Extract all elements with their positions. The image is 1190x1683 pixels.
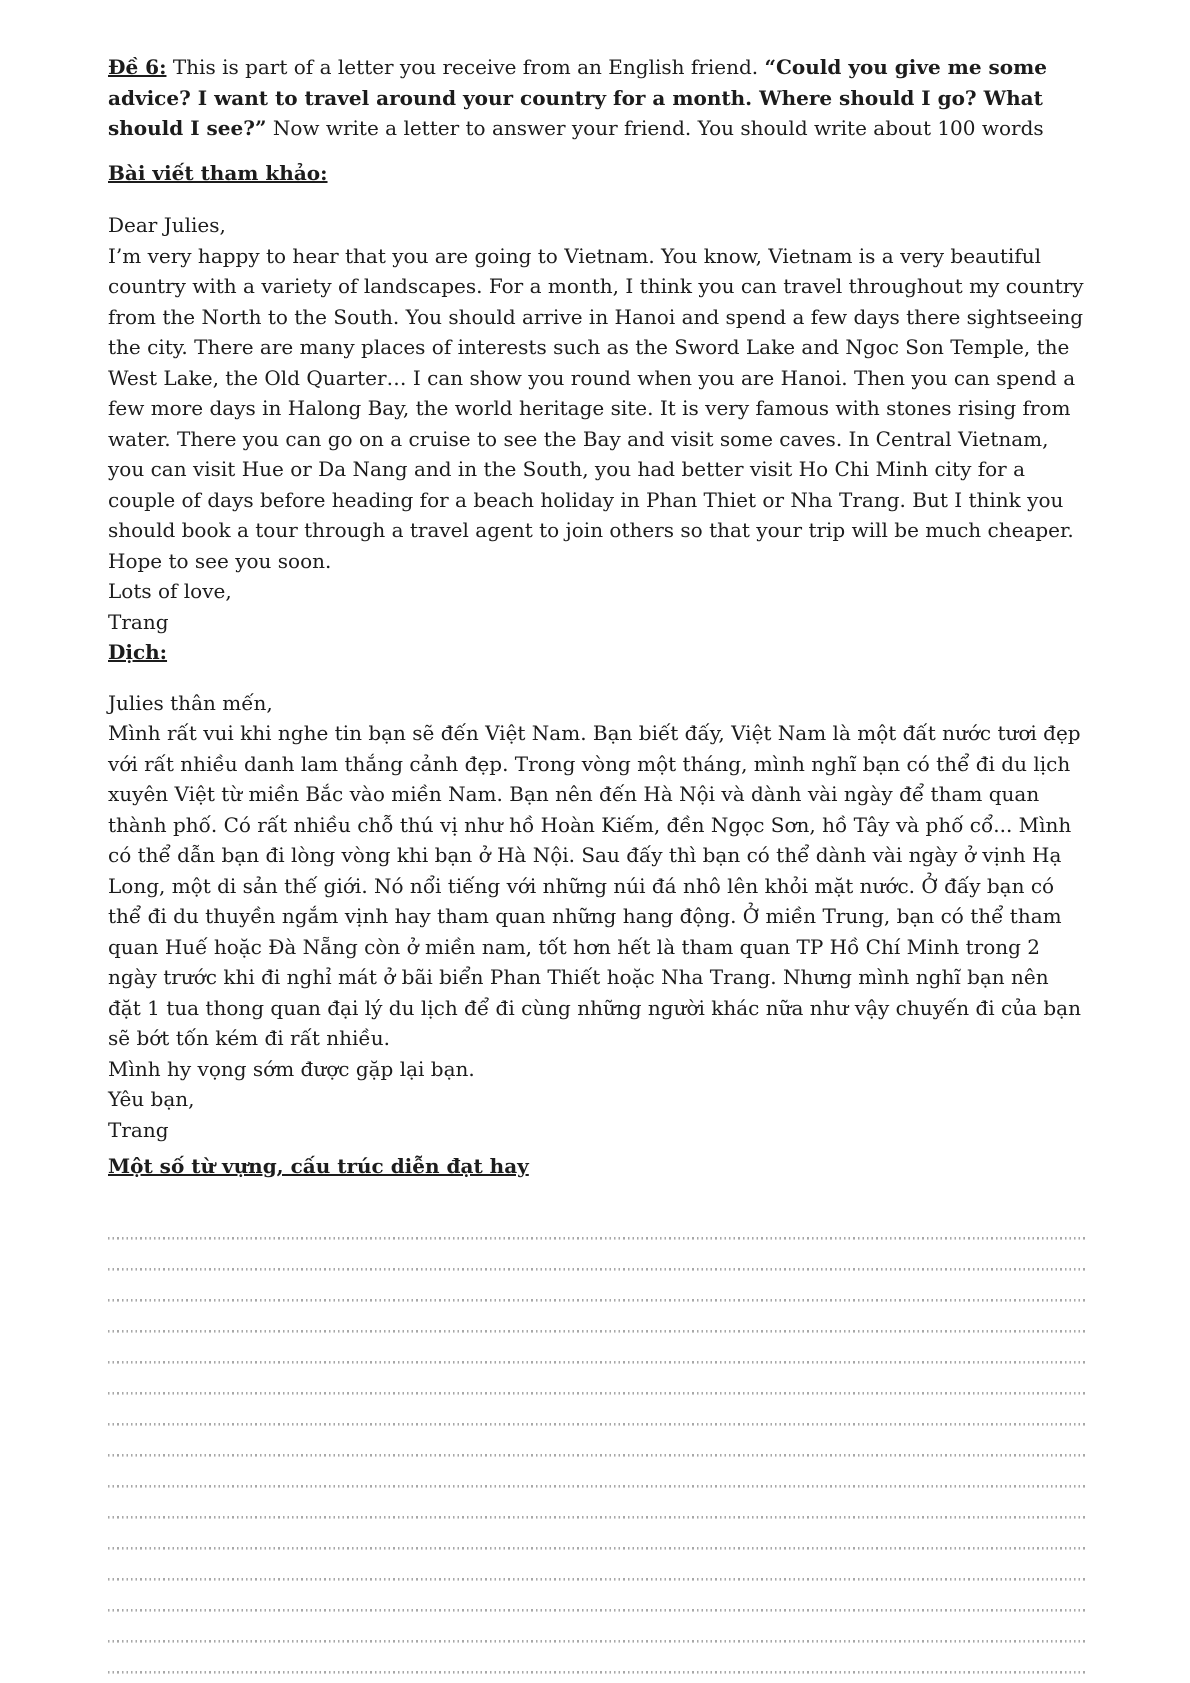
letter-en-signature: Trang [108,609,169,634]
letter-vi-body: Mình rất vui khi nghe tin bạn sẽ đến Việt Nam. Bạn biết đấy, Việt Nam là một đất nước tươi đẹp với rất nhiều danh lam thắng cảnh đẹp. Trong vòng một tháng, mình nghĩ bạn có thể đi du lịch xuyên Việt từ miền Bắc vào miền Nam. Bạn nên đến Hà Nội và dành vài ngày để tham quan thành phố. Có rất nhiều chỗ thú vị như hồ Hoàn Kiếm, đền Ngọc Sơn, hồ Tây và phố cổ... Mình có thể dẫn bạn đi lòng vòng khi bạn ở Hà Nội. Sau đấy thì bạn có thể dành vài ngày ở vịnh Hạ Long, một di sản thế giới. Nó nổi tiếng với những núi đá nhô lên khỏi mặt nước. Ở đấy bạn có thể đi du thuyền ngắm vịnh hay tham quan những hang động. Ở miền Trung, bạn có thể tham quan Huế hoặc Đà Nẵng còn ở miền nam, tốt hơn hết là tham quan TP Hồ Chí Minh trong 2 ngày trước khi đi nghỉ mát ở bãi biển Phan Thiết hoặc Nha Trang. Nhưng mình nghĩ bạn nên đặt 1 tua thong quan đại lý du lịch để đi cùng những người khác nữa như vậy chuyến đi của bạn sẽ bớt tốn kém đi rất nhiều. [108,721,1081,1050]
letter-vi-signature: Trang [108,1117,169,1142]
writing-line [108,1333,1085,1364]
writing-line [108,1643,1085,1674]
writing-line [108,1271,1085,1302]
letter-en-body: I’m very happy to hear that you are going to Vietnam. You know, Vietnam is a very beautiful country with a variety of landscapes. For a month, I think you can travel throughout my country from the North to the South. You should arrive in Hanoi and spend a few days there sightseeing the city. There are many places of interests such as the Sword Lake and Ngoc Son Temple, the West Lake, the Old Quarter… I can show you round when you are Hanoi. Then you can spend a few more days in Halong Bay, the world heritage site. It is very famous with stones rising from water. There you can go on a cruise to see the Bay and visit some caves. In Central Vietnam, you can visit Hue or Da Nang and in the South, you had better visit Ho Chi Minh city for a couple of days before heading for a beach holiday in Phan Thiet or Nha Trang. But I think you should book a tour through a travel agent to join others so that your trip will be much cheaper. [108,243,1084,542]
letter-en-salutation: Dear Julies, [108,213,226,237]
prompt-text-before-quote: This is part of a letter you receive from an English friend. [166,55,765,79]
letter-en-closing-line-2: Lots of love, [108,579,232,603]
prompt-quoted-request: “Could you give me some advice? I want to travel around your country for a month. Where should I go? What should I see?” [108,55,1048,140]
writing-line [108,1612,1085,1643]
writing-lines-area [108,1209,1085,1674]
writing-line [108,1457,1085,1488]
exercise-prompt [108,52,1085,144]
vocab-heading: Một số từ vựng, cấu trúc diễn đạt hay [108,1154,529,1178]
translation-heading: Dịch: [108,640,168,664]
exercise-label: Đề 6: [108,55,167,79]
writing-line [108,1209,1085,1240]
letter-vi-closing-line-2: Yêu bạn, [108,1087,195,1111]
reference-essay-heading: Bài viết tham khảo: [108,160,328,185]
letter-vi-closing-line-1: Mình hy vọng sớm được gặp lại bạn. [108,1056,475,1081]
prompt-text-after-quote: Now write a letter to answer your friend. You should write about 100 words [266,116,1044,140]
writing-line [108,1550,1085,1581]
writing-line [108,1426,1085,1457]
writing-line [108,1395,1085,1426]
letter-vi-salutation: Julies thân mến, [108,690,273,715]
writing-line [108,1519,1085,1550]
letter-en-closing-line-1: Hope to see you soon. [108,548,332,573]
writing-line [108,1581,1085,1612]
writing-line [108,1488,1085,1519]
writing-line [108,1364,1085,1395]
writing-line [108,1240,1085,1271]
writing-line [108,1302,1085,1333]
